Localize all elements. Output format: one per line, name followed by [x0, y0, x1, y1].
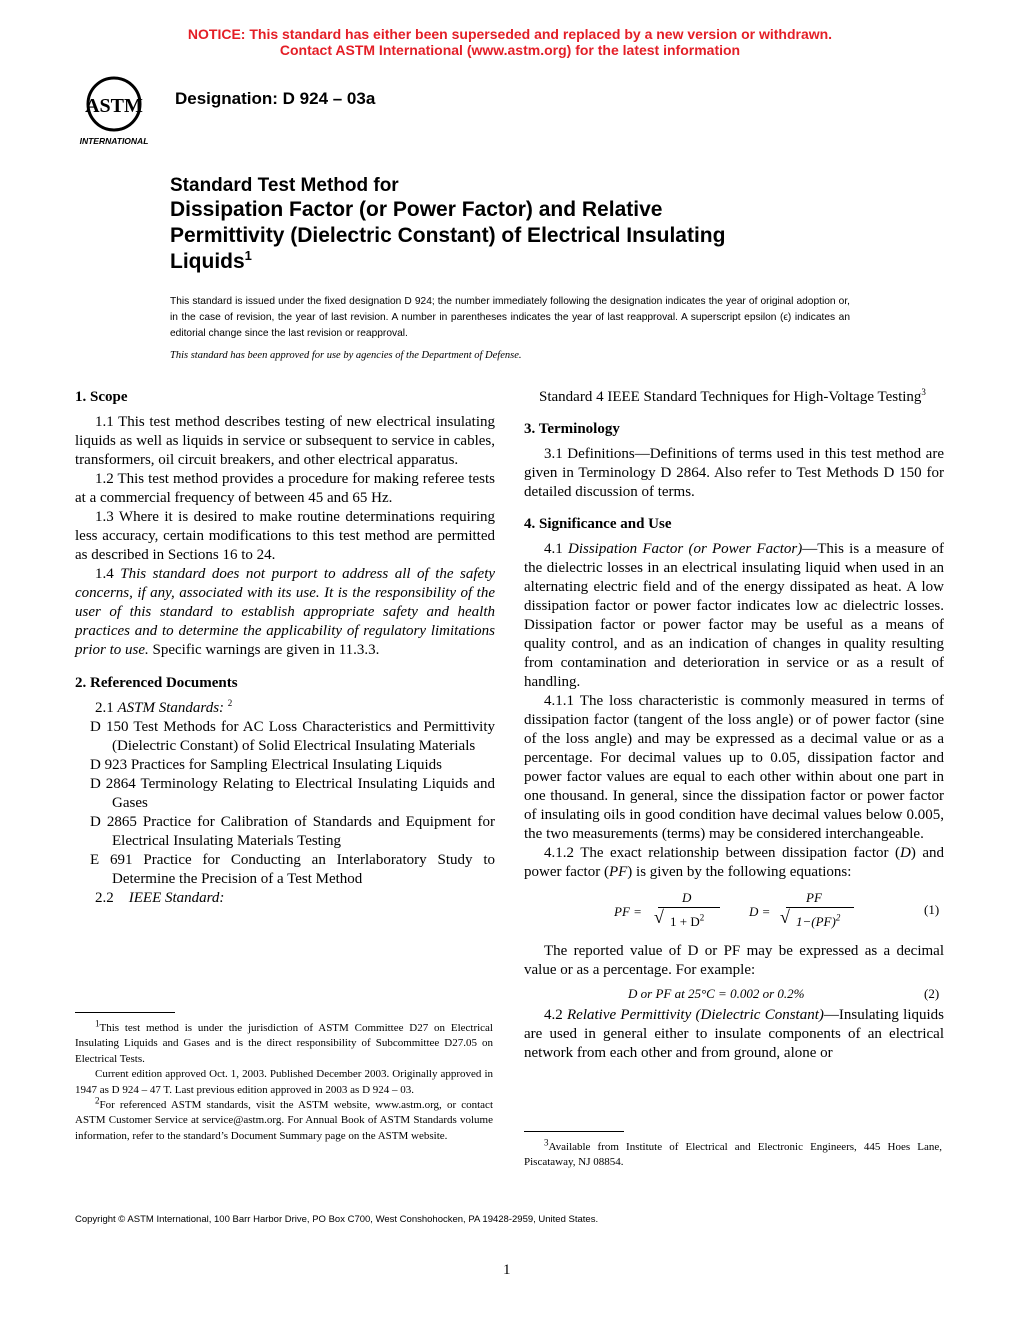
footnotes-right: $^3$Available from Institute of Electrical and Electronic Engineers, 445 Hoes Lane, Piscataway, NJ 08854. [524, 1137, 942, 1169]
section-2-heading: 2. Referenced Documents [75, 675, 238, 691]
issuance-note: This standard is issued under the fixed designation D 924; the number immediately following the designation indicates the year of original adoption or, in the case of revision, the year of last revision. A number in parentheses indicates the year of last reapproval. A superscript epsilon (ϵ) indicates an editorial change since the last revision or reapproval. [170, 296, 850, 339]
document-title [170, 174, 870, 275]
para-1-3: 1.3 Where it is desired to make routine determinations requiring less accuracy, certain modifications to this test method are permitted as described in Sections 16 to 24. [75, 509, 495, 563]
title-footnote-ref: 1 [244, 248, 252, 263]
footnote-3: Available from Institute of Electrical and Electronic Engineers, 445 Hoes Lane, Piscataway, NJ 08854. [524, 1141, 942, 1169]
ref-d150: D 150 Test Methods for AC Loss Characteristics and Permittivity (Dielectric Constant) of Solid Electrical Insulating Materials [90, 719, 495, 754]
page-number: 1 [503, 1262, 511, 1278]
para-reported: The reported value of D or PF may be expressed as a decimal value or as a percentage. For example: [524, 943, 944, 978]
ref-ieee-std4: Standard 4 IEEE Standard Techniques for High-Voltage Testing$^3$ [539, 387, 926, 405]
para-4-1: 4.1 Dissipation Factor (or Power Factor)—This is a measure of the dielectric losses in an electrical insulating liquid when used in an alternating electric field and of the energy dissipated as heat. A low dissipation factor or power factor indicates low ac dielectric losses. Dissipation factor or power factor may be useful as a means of quality control, and as an indication of changes in quality resulting from contamination and deterioration in service or as a result of handling. [524, 541, 944, 690]
title-line-3: Permittivity (Dielectric Constant) of Electrical Insulating [170, 224, 726, 247]
para-2-2: 2.2 IEEE Standard: [95, 890, 225, 906]
logo-sub: INTERNATIONAL [79, 136, 149, 146]
ref-d923: D 923 Practices for Sampling Electrical Insulating Liquids [90, 757, 443, 773]
para-3-1: 3.1 Definitions—Definitions of terms used in this test method are given in Terminology D 2864. Also refer to Test Methods D 150 for detailed discussion of terms. [524, 446, 944, 500]
copyright-line: Copyright © ASTM International, 100 Barr Harbor Drive, PO Box C700, West Conshohocken, PA 19428-2959, United States. [75, 1214, 599, 1225]
para-4-2: 4.2 Relative Permittivity (Dielectric Constant)—Insulating liquids are used in general either to insulate components of an electrical network from each other and from ground, alone or [524, 1007, 944, 1061]
right-column [524, 388, 944, 1063]
para-4-1-2: 4.1.2 The exact relationship between dissipation factor (D) and power factor (PF) is given by the following equations: [524, 845, 945, 880]
para-1-2: 1.2 This test method provides a procedure for making referee tests at a commercial frequency of between 45 and 65 Hz. [75, 471, 495, 506]
equation-1: PF = D √ $1 + D^2$ D = PF √ 1−(PF)$^2$ (1) [614, 890, 940, 929]
section-1-heading: 1. Scope [75, 389, 128, 405]
notice-line-2: Contact ASTM International (www.astm.org) for the latest information [279, 42, 741, 58]
footnotes-left: $^1$This test method is under the jurisdiction of ASTM Committee D27 on Electrical Insulating Liquids and Gases and is the direct responsibility of Subcommittee D27.05 on Electrical Tests. Current edition approved Oct. 1, 2003. Published December 2003. Originally approved in 1947 as D 924 – 47 T. Last previous edition approved in 2003 as D 924 – 03. $^2$For referenced ASTM standards, visit the ASTM website, www.astm.org, or contact ASTM Customer Service at service@astm.org. For Annual Book of ASTM Standards volume information, refer to the standard’s Document Summary page on the ASTM website. [75, 1018, 493, 1142]
logo-text: ASTM [85, 95, 143, 117]
para-2-1: 2.1 ASTM Standards: $^2$ [95, 698, 233, 716]
astm-logo [64, 74, 164, 148]
section-3-heading: 3. Terminology [524, 421, 620, 437]
para-1-4: 1.4 This standard does not purport to address all of the safety concerns, if any, associated with its use. It is the responsibility of the user of this standard to establish appropriate safety and health practices and to determine the applicability of regulatory limitations prior to use. Specific warnings are given in 11.3.3. [75, 566, 496, 658]
footnote-2: For referenced ASTM standards, visit the ASTM website, www.astm.org, or contact ASTM Customer Service at service@astm.org. For Annual Book of ASTM Standards volume information, refer to the standard’s Document Summary page on the ASTM website. [75, 1099, 493, 1142]
designation: Designation: D 924 – 03a [175, 89, 376, 108]
dod-approval-note: This standard has been approved for use by agencies of the Department of Defense. [170, 350, 522, 361]
title-line-1: Standard Test Method for [170, 175, 399, 196]
title-line-2: Dissipation Factor (or Power Factor) and Relative [170, 198, 663, 221]
para-4-1-1: 4.1.1 The loss characteristic is commonly measured in terms of dissipation factor (tangent of the loss angle) or of power factor (sine of the loss angle) and may be expressed as a decimal value or as a percentage. For decimal values up to 0.05, dissipation factor and power factor values are equal to each other within about one part in one thousand. In general, since the dissipation factor or power factor of insulating oils in good condition have decimal values below 0.005, the two measurements (terms) may be considered interchangeable. [524, 693, 944, 842]
ref-e691: E 691 Practice for Conducting an Interlaboratory Study to Determine the Precision of a Test Method [90, 852, 495, 887]
title-line-4: Liquids [170, 250, 245, 273]
footnote-rule-right [524, 1131, 624, 1132]
equation-2: D or PF at 25°C = 0.002 or 0.2% (2) [628, 986, 940, 1001]
footnote-rule-left [75, 1012, 175, 1013]
ref-d2865: D 2865 Practice for Calibration of Standards and Equipment for Electrical Insulating Materials Testing [90, 814, 495, 849]
notice-line-1: NOTICE: This standard has either been superseded and replaced by a new version or withdrawn. [187, 26, 833, 42]
left-column [75, 388, 495, 908]
para-1-1: 1.1 This test method describes testing of new electrical insulating liquids as well as liquids in service or subsequent to service in cables, transformers, oil circuit breakers, and other electrical apparatus. [75, 414, 495, 468]
ref-d2864: D 2864 Terminology Relating to Electrical Insulating Liquids and Gases [90, 776, 495, 811]
footnote-1-edition: Current edition approved Oct. 1, 2003. Published December 2003. Originally approved in 1947 as D 924 – 47 T. Last previous edition approved in 2003 as D 924 – 03. [75, 1068, 493, 1096]
section-4-heading: 4. Significance and Use [524, 516, 672, 532]
footnote-1: This test method is under the jurisdiction of ASTM Committee D27 on Electrical Insulating Liquids and Gases and is the direct responsibility of Subcommittee D27.05 on Electrical Tests. [75, 1022, 493, 1065]
